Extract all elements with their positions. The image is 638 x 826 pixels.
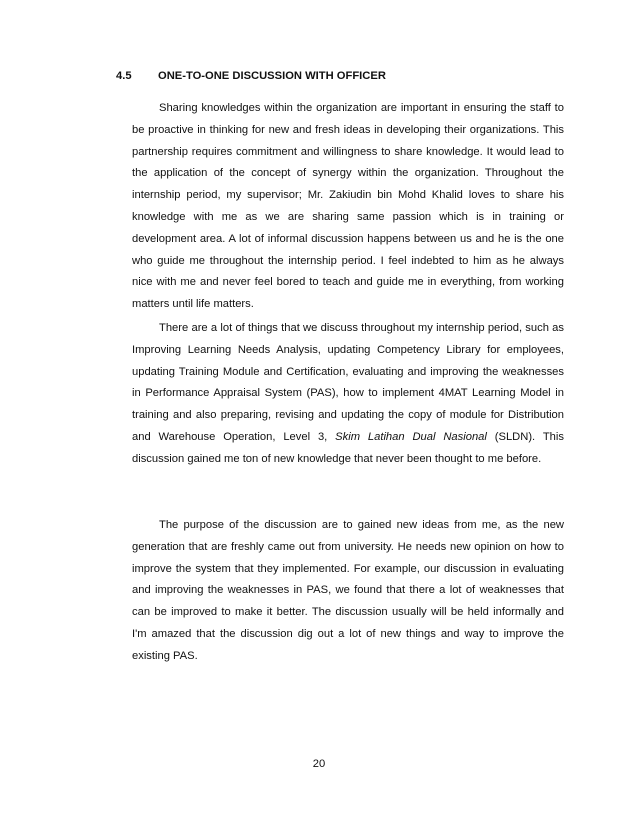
paragraph-2-text-before: There are a lot of things that we discuss throughout my internship period, such as Improving Learning Needs Analysis, updating Competency Library for employees, updating Training Module and Certification, evaluating and improving the weaknesses in Performance Appraisal System (PAS), how to implement 4MAT Learning Model in training and also preparing, revising and updating the copy of module for Distribution and Warehouse Operation, Level 3, [132,322,564,443]
section-title: ONE-TO-ONE DISCUSSION WITH OFFICER [158,70,386,82]
paragraph-3 [132,515,564,668]
page-number: 20 [312,758,326,770]
section-number: 4.5 [116,70,132,82]
paragraph-1-text: Sharing knowledges within the organization are important in ensuring the staff to be proactive in thinking for new and fresh ideas in developing their organizations. This partnership requires commitment and willingness to share knowledge. It would lead to the application of the concept of synergy within the organization. Throughout the internship period, my supervisor; Mr. Zakiudin bin Mohd Khalid loves to share his knowledge with me as we are sharing same passion which is in training or development area. A lot of informal discussion happens between us and he is the one who guide me throughout the internship period. I feel indebted to him as he always nice with me and never feel bored to teach and guide me in everything, from working matters until life matters. [132,102,564,311]
paragraph-2-text-after: (SLDN). This discussion gained me ton of new knowledge that never been thought to me before. [132,430,564,465]
paragraph-1 [132,98,564,316]
paragraph-3-text: The purpose of the discussion are to gained new ideas from me, as the new generation that are freshly came out from university. He needs new opinion on how to improve the system that they implemented. For example, our discussion in evaluating and improving the weaknesses in PAS, we found that there a lot of weaknesses that can be improved to make it better. The discussion usually will be held informally and I'm amazed that the discussion dig out a lot of new things and way to improve the existing PAS. [132,519,564,662]
section-heading [116,70,386,82]
paragraph-2-text [132,318,564,471]
paragraph-2 [132,318,564,471]
paragraph-2-italic-term: Skim Latihan Dual Nasional [335,430,487,443]
